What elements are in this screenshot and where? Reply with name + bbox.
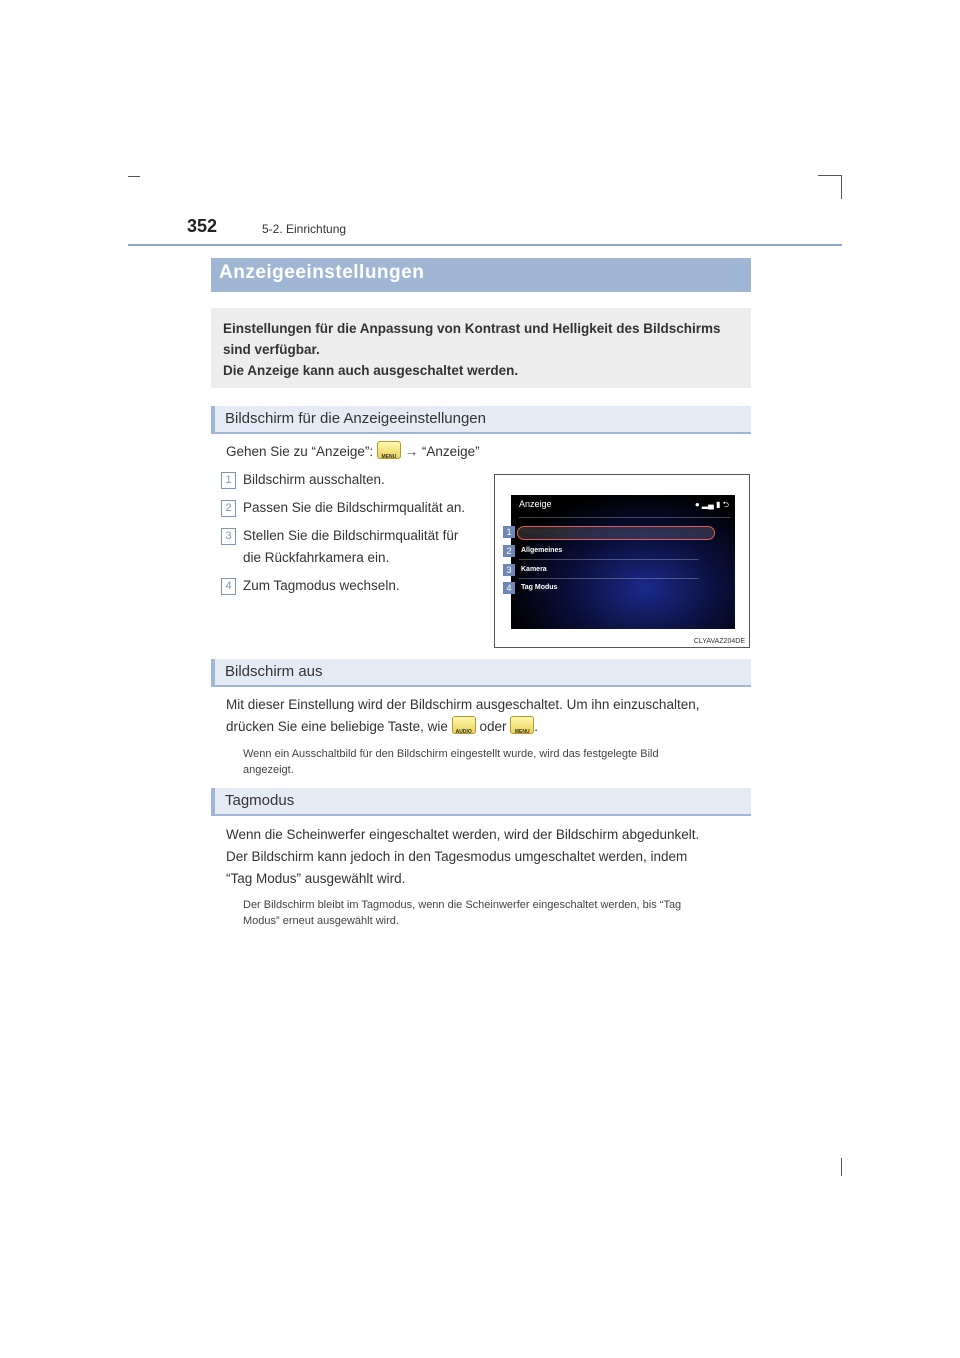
- menu-item-allgemeines[interactable]: Allgemeines: [521, 547, 563, 554]
- list-item: Bildschirm ausschalten.: [243, 472, 385, 487]
- note-line: Der Bildschirm bleibt im Tagmodus, wenn die Scheinwerfer eingeschaltet werden, bis “Tag: [243, 899, 682, 911]
- menu-item-tag-modus[interactable]: Tag Modus: [521, 584, 558, 591]
- item-number: 1: [221, 472, 236, 489]
- instruction: [226, 441, 480, 463]
- header-rule: [128, 244, 842, 246]
- paragraph-line: Wenn die Scheinwerfer eingeschaltet werden, wird der Bildschirm abgedunkelt.: [226, 827, 700, 842]
- crop-mark: [818, 175, 842, 176]
- list-item: Zum Tagmodus wechseln.: [243, 578, 400, 593]
- title-bar: [211, 258, 751, 292]
- divider: [519, 559, 699, 560]
- section-heading-text: Bildschirm aus: [225, 663, 323, 680]
- screen-title: Anzeige: [519, 499, 552, 509]
- page-title: Anzeigeeinstellungen: [219, 262, 425, 283]
- callout-number: 1: [503, 526, 515, 538]
- callout-number: 3: [503, 564, 515, 576]
- list-item: Stellen Sie die Bildschirmqualität für: [243, 528, 459, 543]
- crop-mark: [841, 1158, 842, 1176]
- section-heading: [211, 659, 751, 687]
- callout-number: 2: [503, 545, 515, 557]
- menu-button-icon: MENU: [510, 716, 534, 734]
- section-heading: [211, 406, 751, 434]
- paragraph-line: Mit dieser Einstellung wird der Bildschirm ausgeschaltet. Um ihn einzuschalten,: [226, 697, 700, 712]
- item-number: 4: [221, 578, 236, 595]
- note-line: angezeigt.: [243, 764, 294, 776]
- intro-box: [211, 308, 751, 388]
- section-heading-text: Tagmodus: [225, 792, 295, 809]
- callout-number: 4: [503, 582, 515, 594]
- section-heading-text: Bildschirm für die Anzeigeeinstellungen: [225, 410, 486, 427]
- text-span: drücken Sie eine beliebige Taste, wie: [226, 719, 448, 734]
- crop-mark: [841, 175, 842, 199]
- paragraph-line: “Tag Modus” ausgewählt wird.: [226, 871, 406, 886]
- chapter-label: 5-2. Einrichtung: [262, 222, 347, 236]
- page-number: 352: [187, 216, 218, 236]
- list-item: Passen Sie die Bildschirmqualität an.: [243, 500, 466, 515]
- menu-item-kamera[interactable]: Kamera: [521, 566, 547, 573]
- status-icons: ● ▂▄ ▮ ⮌: [694, 500, 729, 509]
- list-item-continued: die Rückfahrkamera ein.: [243, 550, 390, 565]
- audio-button-icon: AUDIO: [452, 716, 476, 734]
- paragraph-line: [226, 716, 538, 738]
- instruction-prefix: Gehen Sie zu “Anzeige”:: [226, 444, 374, 459]
- text-span: .: [534, 719, 538, 734]
- section-heading: [211, 788, 751, 816]
- menu-item-bildschirm-aus[interactable]: Bildschirm aus: [521, 528, 567, 535]
- screen-illustration: [494, 474, 750, 648]
- menu-button-icon: MENU: [377, 441, 401, 459]
- divider: [519, 517, 731, 518]
- instruction-suffix: → “Anzeige”: [404, 444, 480, 459]
- note-line: Modus” erneut ausgewählt wird.: [243, 915, 399, 927]
- text-span: oder: [479, 719, 507, 734]
- note-line: Wenn ein Ausschaltbild für den Bildschirm eingestellt wurde, wird das festgelegte Bild: [243, 748, 659, 760]
- divider: [519, 578, 699, 579]
- display-screen: [511, 495, 735, 629]
- intro-line: Die Anzeige kann auch ausgeschaltet werden.: [223, 363, 519, 378]
- paragraph-line: Der Bildschirm kann jedoch in den Tagesmodus umgeschaltet werden, indem: [226, 849, 688, 864]
- item-number: 2: [221, 500, 236, 517]
- item-number: 3: [221, 528, 236, 545]
- image-code: CLYAVAZ204DE: [693, 638, 745, 645]
- intro-line: sind verfügbar.: [223, 342, 320, 357]
- intro-line: Einstellungen für die Anpassung von Kontrast und Helligkeit des Bildschirms: [223, 321, 721, 336]
- crop-mark: [128, 176, 140, 177]
